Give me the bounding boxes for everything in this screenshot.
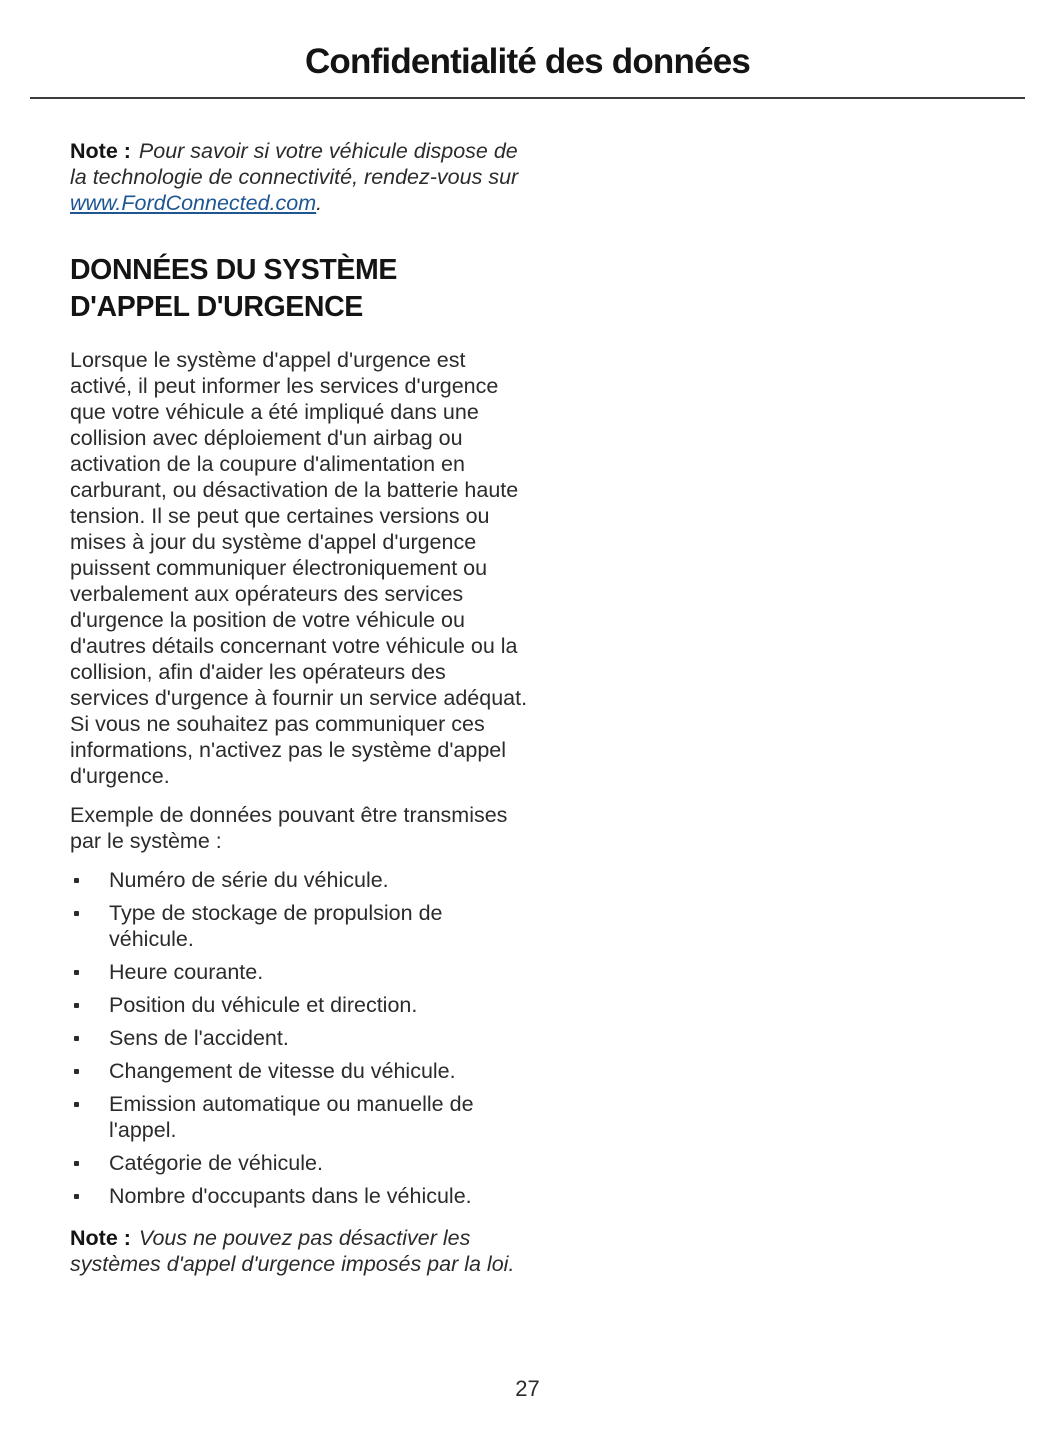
bullet-icon: [74, 1102, 79, 1107]
list-item: [70, 1183, 528, 1209]
note-label: Note :: [70, 1226, 131, 1250]
data-examples-list: [70, 867, 528, 1209]
list-item-text: Type de stockage de propulsion de véhicule.: [109, 901, 443, 951]
list-item: [70, 1091, 528, 1143]
note-text: Pour savoir si votre véhicule dispose de la technologie de connectivité, rendez-vous sur: [70, 139, 519, 189]
bottom-note: [70, 1225, 528, 1277]
list-item-text: Heure courante.: [109, 960, 264, 984]
top-note: [70, 138, 528, 216]
list-item-text: Position du véhicule et direction.: [109, 993, 418, 1017]
page-number: 27: [515, 1376, 540, 1401]
examples-lead-paragraph: Exemple de données pouvant être transmises par le système :: [70, 803, 508, 853]
page-header: [0, 0, 1055, 99]
content-column: [70, 138, 528, 1277]
bullet-icon: [74, 1069, 79, 1074]
list-item-text: Numéro de série du véhicule.: [109, 868, 389, 892]
section-heading-line2: D'APPEL D'URGENCE: [70, 291, 363, 323]
bullet-icon: [74, 1036, 79, 1041]
list-item-text: Changement de vitesse du véhicule.: [109, 1059, 456, 1083]
bullet-icon: [74, 911, 79, 916]
list-item: [70, 992, 528, 1018]
list-item: [70, 867, 528, 893]
list-item-text: Catégorie de véhicule.: [109, 1151, 323, 1175]
list-item: [70, 1058, 528, 1084]
list-item: [70, 1150, 528, 1176]
bullet-icon: [74, 1194, 79, 1199]
list-item-text: Nombre d'occupants dans le véhicule.: [109, 1184, 472, 1208]
page-title: Confidentialité des données: [304, 42, 751, 81]
list-item: [70, 900, 528, 952]
list-item: [70, 1025, 528, 1051]
note-text: Vous ne pouvez pas désactiver les systèmes d'appel d'urgence imposés par la loi.: [70, 1226, 515, 1276]
note-suffix: .: [316, 191, 323, 215]
intro-paragraph: Lorsque le système d'appel d'urgence est activé, il peut informer les services d'urgence que votre véhicule a été impliqué dans une collision avec déploiement d'un airbag ou activation de la coupure d'alimentation en carburant, ou désactivation de la batterie haute tension. Il se peut que certaines versions ou mises à jour du système d'appel d'urgence puissent communiquer électroniquement ou verbalement aux opérateurs des services d'urgence la position de votre véhicule ou d'autres détails concernant votre véhicule ou la collision, afin d'aider les opérateurs des services d'urgence à fournir un service adéquat. Si vous ne souhaitez pas communiquer ces informations, n'activez pas le système d'appel d'urgence.: [70, 348, 528, 788]
ford-connected-link[interactable]: www.FordConnected.com: [70, 191, 317, 215]
bullet-icon: [74, 878, 79, 883]
section-heading: [70, 252, 528, 326]
bullet-icon: [74, 970, 79, 975]
section-heading-line1: DONNÉES DU SYSTÈME: [70, 254, 397, 286]
bullet-icon: [74, 1003, 79, 1008]
note-label: Note :: [70, 139, 131, 163]
list-item: [70, 959, 528, 985]
list-item-text: Sens de l'accident.: [109, 1026, 289, 1050]
page-footer: [0, 1376, 1055, 1402]
list-item-text: Emission automatique ou manuelle de l'appel.: [109, 1092, 474, 1142]
header-divider: [30, 97, 1025, 99]
bullet-icon: [74, 1161, 79, 1166]
